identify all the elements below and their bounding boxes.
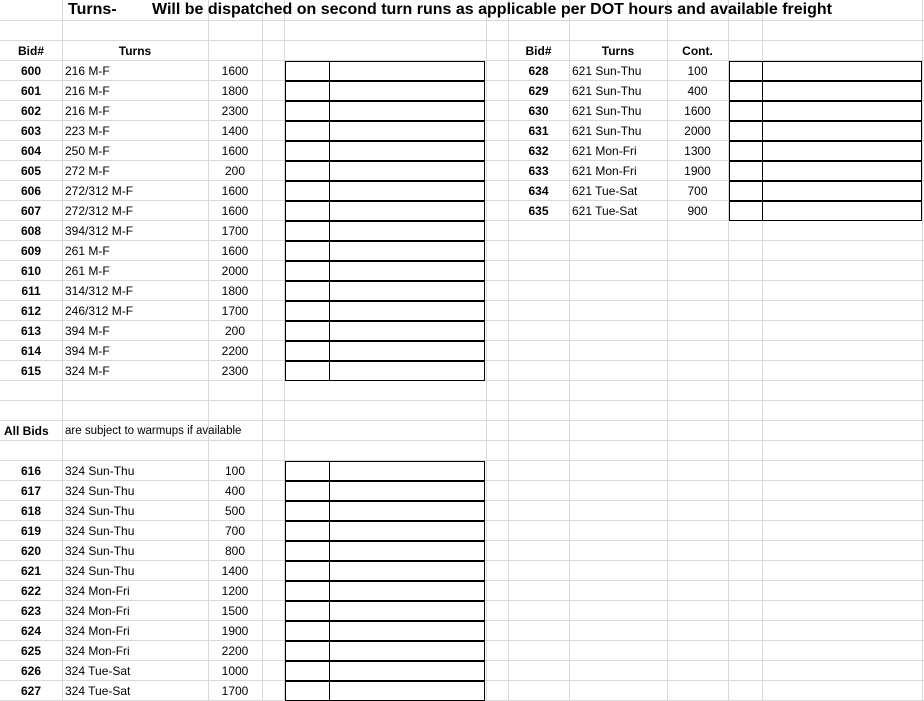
turns-label: 261 M-F: [65, 264, 110, 278]
value-cell: 700: [224, 524, 246, 538]
entry-box-wide[interactable]: [762, 61, 922, 81]
value-cell: 1800: [221, 84, 249, 98]
entry-box-small[interactable]: [285, 261, 330, 281]
entry-box-wide[interactable]: [329, 481, 485, 501]
value-cell: 2300: [221, 364, 249, 378]
bid-number: 630: [528, 104, 549, 118]
entry-box-small[interactable]: [285, 101, 330, 121]
value-cell: 1500: [221, 604, 249, 618]
entry-box-wide[interactable]: [329, 461, 485, 481]
entry-box-small[interactable]: [729, 101, 763, 121]
bid-number: 634: [528, 184, 549, 198]
turns-label: 324 Sun-Thu: [65, 544, 135, 558]
header-cont-right: Cont.: [682, 44, 713, 58]
entry-box-small[interactable]: [285, 521, 330, 541]
turns-label: 324 Mon-Fri: [65, 624, 130, 638]
bid-number: 602: [20, 104, 42, 118]
value-cell: 1200: [221, 584, 249, 598]
bid-number: 614: [20, 344, 42, 358]
entry-box-wide[interactable]: [762, 161, 922, 181]
bid-number: 609: [20, 244, 42, 258]
entry-box-wide[interactable]: [762, 181, 922, 201]
bid-number: 607: [20, 204, 42, 218]
entry-box-small[interactable]: [285, 321, 330, 341]
entry-box-small[interactable]: [729, 181, 763, 201]
entry-box-small[interactable]: [285, 681, 330, 701]
entry-box-small[interactable]: [285, 541, 330, 561]
value-cell: 900: [687, 204, 708, 218]
value-cell: 1400: [221, 124, 249, 138]
value-cell: 1600: [221, 64, 249, 78]
entry-box-wide[interactable]: [329, 321, 485, 341]
turns-label: 324 M-F: [65, 364, 110, 378]
entry-box-wide[interactable]: [329, 601, 485, 621]
bid-number: 623: [20, 604, 42, 618]
entry-box-small[interactable]: [729, 141, 763, 161]
turns-label: 324 Sun-Thu: [65, 504, 135, 518]
entry-box-wide[interactable]: [329, 181, 485, 201]
header-bid-left: Bid#: [17, 44, 44, 58]
entry-box-wide[interactable]: [329, 501, 485, 521]
value-cell: 200: [224, 324, 246, 338]
entry-box-small[interactable]: [285, 361, 330, 381]
value-cell: 500: [224, 504, 246, 518]
entry-box-wide[interactable]: [329, 161, 485, 181]
bid-number: 601: [20, 84, 42, 98]
value-cell: 2000: [684, 124, 711, 138]
entry-box-small[interactable]: [285, 641, 330, 661]
turns-label: 246/312 M-F: [65, 304, 134, 318]
entry-box-small[interactable]: [285, 621, 330, 641]
value-cell: 1700: [221, 684, 249, 698]
entry-box-small[interactable]: [285, 581, 330, 601]
value-cell: 2200: [221, 344, 249, 358]
turns-label: 621 Mon-Fri: [572, 144, 637, 158]
value-cell: 1600: [221, 204, 249, 218]
value-cell: 1700: [221, 304, 249, 318]
turns-label: 261 M-F: [65, 244, 110, 258]
bid-number: 606: [20, 184, 42, 198]
bid-number: 615: [20, 364, 42, 378]
entry-box-wide[interactable]: [762, 141, 922, 161]
entry-box-wide[interactable]: [329, 81, 485, 101]
turns-label: 394/312 M-F: [65, 224, 134, 238]
turns-label: 272 M-F: [65, 164, 110, 178]
grid-row-line: [0, 20, 924, 21]
entry-box-small[interactable]: [285, 281, 330, 301]
bid-number: 629: [528, 84, 549, 98]
turns-label: 324 Mon-Fri: [65, 644, 130, 658]
entry-box-small[interactable]: [285, 481, 330, 501]
grid-column-line: [262, 0, 263, 701]
turns-label: 324 Mon-Fri: [65, 584, 130, 598]
entry-box-wide[interactable]: [329, 301, 485, 321]
turns-label: 324 Mon-Fri: [65, 604, 130, 618]
bid-number: 604: [20, 144, 42, 158]
bid-number: 633: [528, 164, 549, 178]
entry-box-wide[interactable]: [329, 341, 485, 361]
value-cell: 400: [224, 484, 246, 498]
bid-number: 612: [20, 304, 42, 318]
bid-number: 624: [20, 624, 42, 638]
entry-box-small[interactable]: [285, 301, 330, 321]
entry-box-small[interactable]: [729, 121, 763, 141]
entry-box-small[interactable]: [285, 341, 330, 361]
bid-number: 605: [20, 164, 42, 178]
entry-box-wide[interactable]: [329, 281, 485, 301]
bid-number: 626: [20, 664, 42, 678]
grid-row-line: [0, 400, 924, 401]
bid-number: 627: [20, 684, 42, 698]
entry-box-wide[interactable]: [762, 201, 922, 221]
entry-box-small[interactable]: [729, 161, 763, 181]
entry-box-small[interactable]: [285, 461, 330, 481]
turns-label: 324 Tue-Sat: [65, 684, 131, 698]
entry-box-wide[interactable]: [329, 581, 485, 601]
entry-box-small[interactable]: [729, 61, 763, 81]
bid-number: 632: [528, 144, 549, 158]
value-cell: 2300: [221, 104, 249, 118]
value-cell: 100: [687, 64, 708, 78]
entry-box-small[interactable]: [285, 81, 330, 101]
entry-box-wide[interactable]: [329, 621, 485, 641]
entry-box-wide[interactable]: [329, 141, 485, 161]
entry-box-wide[interactable]: [329, 201, 485, 221]
bid-number: 603: [20, 124, 42, 138]
header-turns-right: Turns: [601, 44, 635, 58]
value-cell: 1800: [221, 284, 249, 298]
bid-number: 635: [528, 204, 549, 218]
value-cell: 1900: [684, 164, 711, 178]
bid-number: 620: [20, 544, 42, 558]
entry-box-wide[interactable]: [329, 641, 485, 661]
turns-label: 314/312 M-F: [65, 284, 134, 298]
entry-box-wide[interactable]: [329, 521, 485, 541]
grid-column-line: [922, 0, 923, 701]
turns-label: 621 Tue-Sat: [572, 204, 638, 218]
value-cell: 2200: [221, 644, 249, 658]
bid-number: 608: [20, 224, 42, 238]
turns-label: 216 M-F: [65, 84, 110, 98]
value-cell: 400: [687, 84, 708, 98]
entry-box-small[interactable]: [285, 561, 330, 581]
entry-box-small[interactable]: [285, 501, 330, 521]
turns-label: 272/312 M-F: [65, 184, 134, 198]
entry-box-wide[interactable]: [329, 541, 485, 561]
value-cell: 1000: [221, 664, 249, 678]
turns-label: 324 Sun-Thu: [65, 524, 135, 538]
bid-number: 631: [528, 124, 549, 138]
entry-box-small[interactable]: [729, 201, 763, 221]
turns-label: 324 Tue-Sat: [65, 664, 131, 678]
turns-label: 216 M-F: [65, 64, 110, 78]
turns-label: 223 M-F: [65, 124, 110, 138]
value-cell: 200: [224, 164, 246, 178]
entry-box-wide[interactable]: [329, 101, 485, 121]
turns-label: 216 M-F: [65, 104, 110, 118]
turns-label: 324 Sun-Thu: [65, 564, 135, 578]
note-lead: All Bids: [4, 424, 49, 438]
bid-number: 618: [20, 504, 42, 518]
header-turns-left: Turns: [118, 44, 152, 58]
entry-box-wide[interactable]: [762, 101, 922, 121]
entry-box-small[interactable]: [285, 141, 330, 161]
turns-label: 621 Sun-Thu: [572, 104, 642, 118]
entry-box-small[interactable]: [285, 601, 330, 621]
bid-number: 600: [20, 64, 42, 78]
note-text: are subject to warmups if available: [65, 425, 242, 437]
entry-box-small[interactable]: [285, 181, 330, 201]
bid-number: 628: [528, 64, 549, 78]
entry-box-small[interactable]: [285, 161, 330, 181]
entry-box-small[interactable]: [285, 61, 330, 81]
turns-label: 394 M-F: [65, 324, 110, 338]
bid-number: 617: [20, 484, 42, 498]
bid-number: 610: [20, 264, 42, 278]
header-bid-right: Bid#: [525, 44, 552, 58]
entry-box-small[interactable]: [285, 201, 330, 221]
entry-box-wide[interactable]: [329, 221, 485, 241]
value-cell: 1900: [221, 624, 249, 638]
entry-box-wide[interactable]: [329, 661, 485, 681]
entry-box-small[interactable]: [285, 661, 330, 681]
grid-column-line: [486, 0, 487, 701]
bid-number: 611: [21, 284, 41, 298]
entry-box-small[interactable]: [285, 241, 330, 261]
turns-label: 621 Mon-Fri: [572, 164, 637, 178]
value-cell: 1600: [221, 144, 249, 158]
bid-number: 622: [20, 584, 42, 598]
value-cell: 1700: [221, 224, 249, 238]
title-text: Will be dispatched on second turn runs as applicable per DOT hours and available freight: [152, 1, 832, 18]
bid-number: 616: [20, 464, 42, 478]
entry-box-wide[interactable]: [329, 261, 485, 281]
entry-box-small[interactable]: [285, 121, 330, 141]
entry-box-wide[interactable]: [329, 681, 485, 701]
turns-label: 324 Sun-Thu: [65, 484, 135, 498]
value-cell: 100: [224, 464, 246, 478]
entry-box-wide[interactable]: [329, 361, 485, 381]
value-cell: 1300: [684, 144, 711, 158]
entry-box-wide[interactable]: [762, 81, 922, 101]
turns-label: 621 Sun-Thu: [572, 84, 642, 98]
title-label: Turns-: [68, 1, 117, 18]
value-cell: 1600: [221, 244, 249, 258]
value-cell: 2000: [221, 264, 249, 278]
turns-label: 324 Sun-Thu: [65, 464, 135, 478]
entry-box-small[interactable]: [729, 81, 763, 101]
entry-box-wide[interactable]: [762, 121, 922, 141]
value-cell: 1600: [221, 184, 249, 198]
turns-label: 250 M-F: [65, 144, 110, 158]
entry-box-wide[interactable]: [329, 241, 485, 261]
bid-number: 613: [20, 324, 42, 338]
value-cell: 1600: [684, 104, 711, 118]
turns-label: 621 Sun-Thu: [572, 64, 642, 78]
bid-number: 619: [20, 524, 42, 538]
value-cell: 1400: [221, 564, 249, 578]
bid-number: 625: [20, 644, 42, 658]
turns-label: 621 Sun-Thu: [572, 124, 642, 138]
turns-label: 272/312 M-F: [65, 204, 134, 218]
entry-box-wide[interactable]: [329, 121, 485, 141]
turns-label: 394 M-F: [65, 344, 110, 358]
value-cell: 700: [687, 184, 708, 198]
bid-number: 621: [20, 564, 42, 578]
entry-box-wide[interactable]: [329, 561, 485, 581]
entry-box-wide[interactable]: [329, 61, 485, 81]
entry-box-small[interactable]: [285, 221, 330, 241]
turns-label: 621 Tue-Sat: [572, 184, 638, 198]
value-cell: 800: [224, 544, 246, 558]
